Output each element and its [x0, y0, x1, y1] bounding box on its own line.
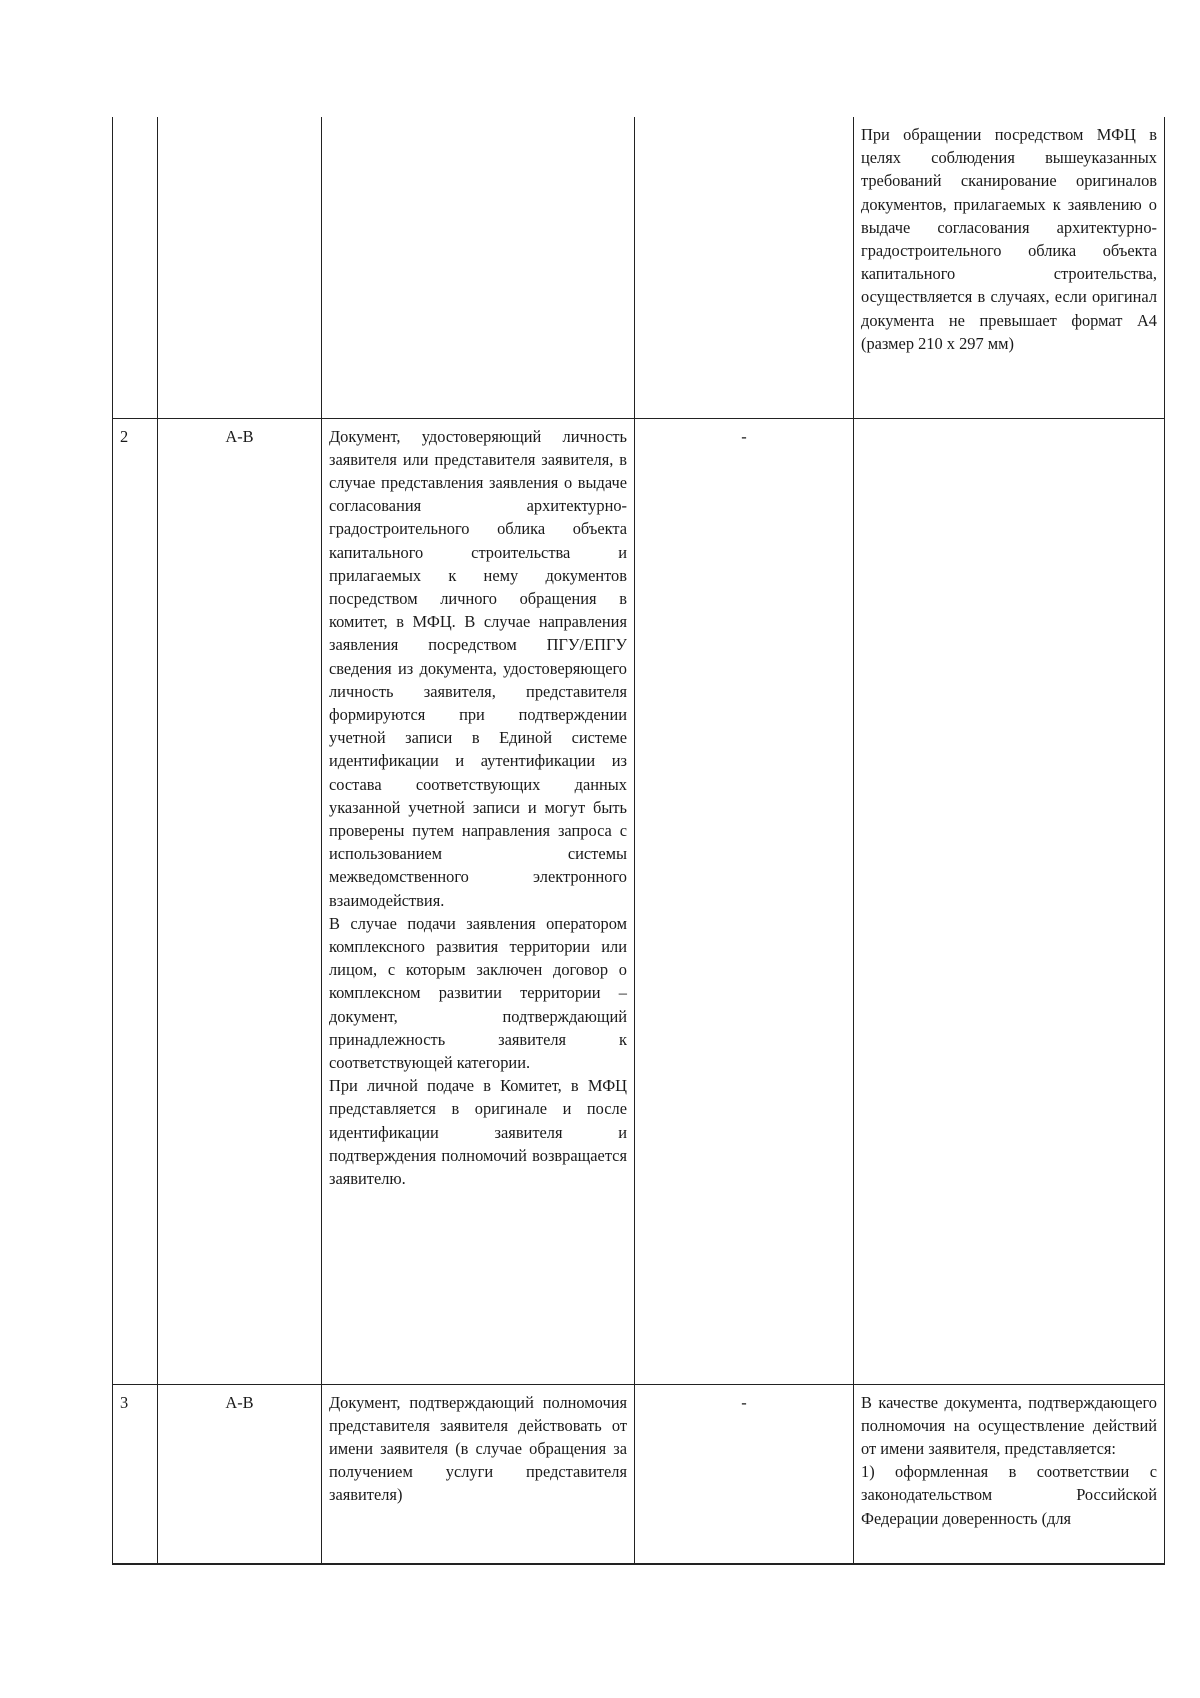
- note-paragraph: 1) оформленная в соответствии с законодательством Российской Федерации доверенность (для: [861, 1462, 1157, 1528]
- table-row: [113, 117, 1165, 418]
- document-paragraph: Документ, подтверждающий полномочия представителя заявителя действовать от имени заявителя (в случае обращения за получением услуги представителя заявителя): [329, 1392, 627, 1505]
- document-description: [322, 1384, 635, 1564]
- note-paragraph: В качестве документа, подтверждающего полномочия на осуществление действий от имени заявителя, представляется:: [861, 1392, 1157, 1458]
- note-cell: [854, 117, 1165, 418]
- table-row: [113, 1384, 1165, 1564]
- row-number: 2: [113, 418, 158, 1384]
- row-number: 3: [113, 1384, 158, 1564]
- applicant-category: [158, 117, 322, 418]
- document-paragraph: При личной подаче в Комитет, в МФЦ представляется в оригинале и после идентификации заявителя и подтверждения полномочий возвращается заявителю.: [329, 1076, 627, 1188]
- requirement-cell: [635, 117, 854, 418]
- document-description: [322, 117, 635, 418]
- note-cell: [854, 418, 1165, 1384]
- row-number: [113, 117, 158, 418]
- document-paragraph: В случае подачи заявления оператором комплексного развития территории или лицом, с которым заключен договор о комплексном развитии территории – документ, подтверждающий принадлежность заявителя к соответствующей категории.: [329, 913, 627, 1072]
- document-description: [322, 418, 635, 1384]
- table-row: [113, 418, 1165, 1384]
- note-cell: [854, 1384, 1165, 1564]
- requirement-cell: -: [635, 418, 854, 1384]
- note-paragraph: При обращении посредством МФЦ в целях соблюдения вышеуказанных требований сканирование оригиналов документов, прилагаемых к заявлению о выдаче согласования архитектурно-градостроительного облика объекта капитального строительства, осуществляется в случаях, если оригинал документа не превышает формат А4 (размер 210 х 297 мм): [861, 125, 1157, 353]
- document-paragraph: Документ, удостоверяющий личность заявителя или представителя заявителя, в случае представления заявления о выдаче согласования архитектурно-градостроительного облика объекта капитального строительства и прилагаемых к нему документов посредством личного обращения в комитет, в МФЦ. В случае направления заявления посредством ПГУ/ЕПГУ сведения из документа, удостоверяющего личность заявителя, представителя формируются при подтверждении учетной записи в Единой системе идентификации и аутентификации из состава соответствующих данных указанной учетной записи и могут быть проверены путем направления запроса с использованием системы межведомственного электронного взаимодействия.: [329, 426, 627, 910]
- applicant-category: А-В: [158, 418, 322, 1384]
- applicant-category: А-В: [158, 1384, 322, 1564]
- requirement-cell: -: [635, 1384, 854, 1564]
- requirements-table: [112, 117, 1165, 1565]
